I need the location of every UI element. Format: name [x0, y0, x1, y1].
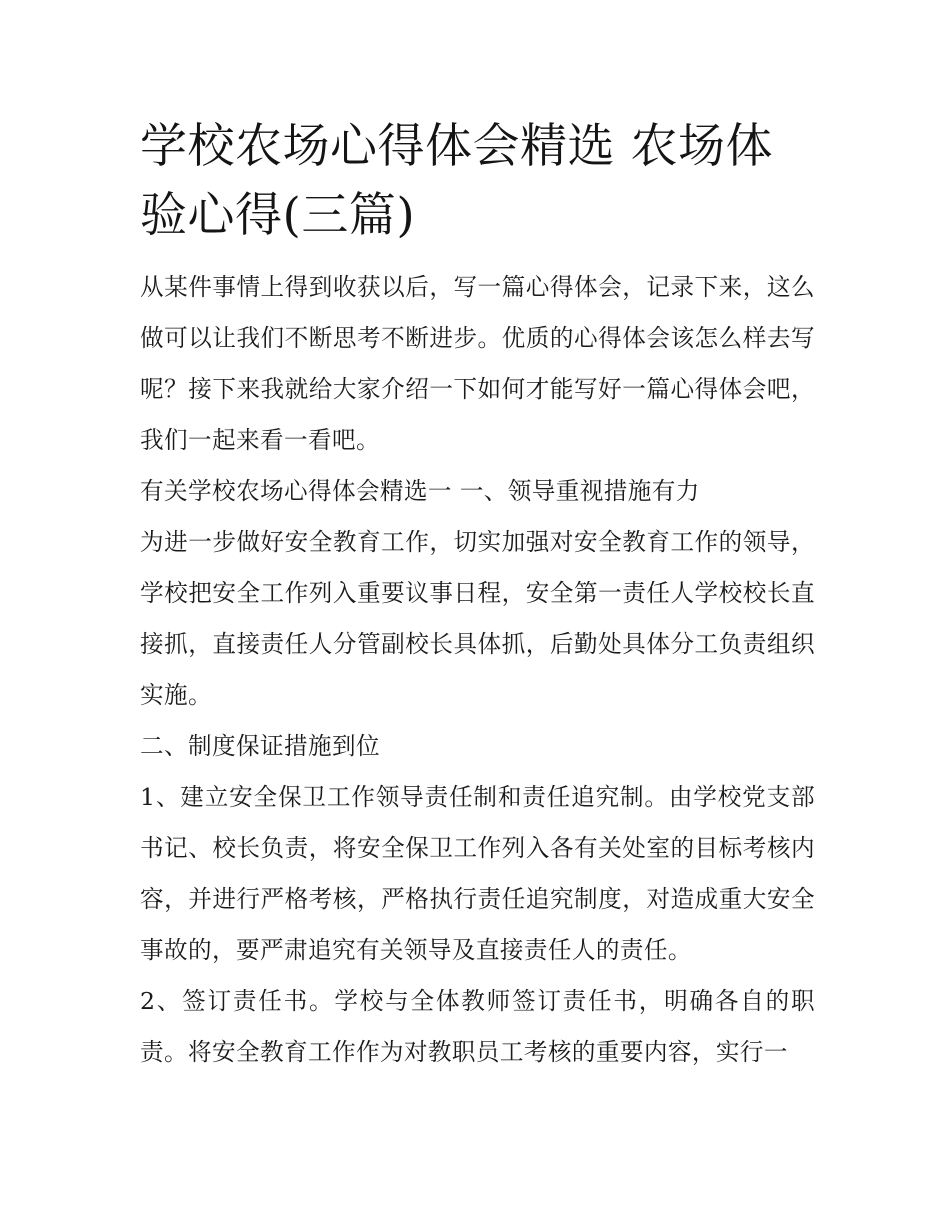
paragraph-item-1: 1、建立安全保卫工作领导责任制和责任追究制。由学校党支部书记、校长负责，将安全保卫工作列入各有关处室的目标考核内容，并进行严格考核，严格执行责任追究制度，对造成重大安全事故的，要严肃追究有关领导及直接责任人的责任。 — [140, 783, 815, 964]
document-body — [140, 262, 815, 1078]
paragraph-leadership: 为进一步做好安全教育工作，切实加强对安全教育工作的领导，学校把安全工作列入重要议事日程，安全第一责任人学校校长直接抓，直接责任人分管副校长具体抓，后勤处具体分工负责组织实施。 — [140, 528, 815, 709]
paragraph-intro: 从某件事情上得到收获以后，写一篇心得体会，记录下来，这么做可以让我们不断思考不断进步。优质的心得体会该怎么样去写呢？接下来我就给大家介绍一下如何才能写好一篇心得体会吧，我们一起来看一看吧。 — [140, 273, 815, 454]
paragraph-item-2: 2、签订责任书。学校与全体教师签订责任书，明确各自的职责。将安全教育工作作为对教职员工考核的重要内容，实行一 — [140, 987, 815, 1066]
document-title: 学校农场心得体会精选 农场体验心得(三篇) — [140, 119, 773, 243]
document-page — [140, 112, 815, 1078]
paragraph-section-heading-1: 有关学校农场心得体会精选一 一、领导重视措施有力 — [140, 477, 700, 505]
paragraph-section-heading-2: 二、制度保证措施到位 — [140, 732, 380, 760]
